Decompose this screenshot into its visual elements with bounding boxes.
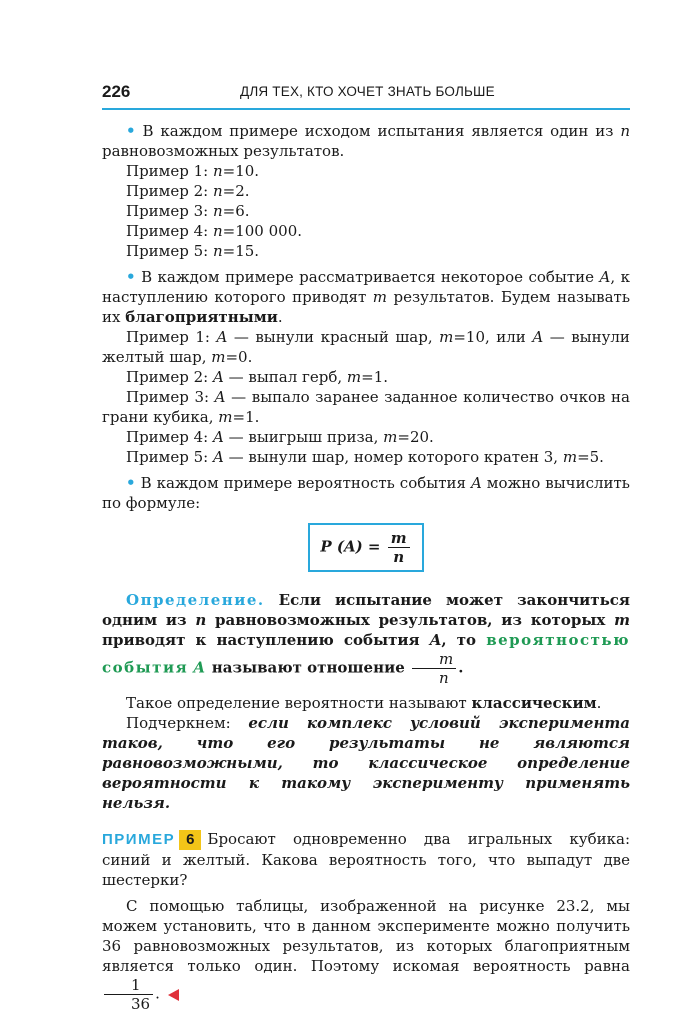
example-line: Пример 1: A — вынули красный шар, m=10, или A — вынули желтый шар, m=0. — [102, 328, 630, 366]
fraction: $\frac{m}{n}$ — [388, 529, 410, 566]
end-of-solution-icon — [168, 989, 179, 1001]
definition-paragraph: Определение. Если испытание может закончиться одним из n равновозможных результатов, из которых m приводят к наступлению события A, то вероятностью события A называют отношение $\frac{m}{n}$ . — [102, 591, 630, 687]
example-line: Пример 1: n=10. — [126, 162, 260, 180]
term-classical: классическим — [471, 694, 597, 712]
bullet-icon: • — [126, 268, 136, 286]
paragraph-classical: Такое определение вероятности называют классическим. — [126, 694, 602, 712]
term-favorable: благоприятными — [125, 308, 278, 326]
fraction: $\frac{m}{n}$ — [412, 650, 456, 687]
bullet-icon: • — [126, 122, 136, 140]
paragraph-formula-intro: • В каждом примере вероятность события A можно вычислить по формуле: — [102, 474, 630, 512]
example-6-problem: ПРИМЕР 6 Бросают одновременно два игральных кубика: синий и желтый. Какова вероятность того, что выпадут две шестерки? — [102, 830, 630, 889]
example-line: Пример 3: A — выпало заранее заданное количество очков на грани кубика, m=1. — [102, 388, 630, 426]
paragraph-outcomes: • В каждом примере исходом испытания является один из n равновозможных результатов. — [102, 122, 630, 160]
example-line: Пример 5: A — вынули шар, номер которого кратен 3, m=5. — [126, 448, 604, 466]
examples-list-n — [102, 161, 630, 261]
term-probability: вероятностью события — [102, 631, 630, 677]
example-6-solution: С помощью таблицы, изображенной на рисунке 23.2, мы можем установить, что в данном эксперименте можно получить 36 равновозможных результатов, из которых благоприятным является только один. Поэтому искомая вероятность равна $\frac{1}{36}$ . — [102, 897, 630, 1013]
example-number-badge: 6 — [179, 830, 201, 850]
page-content — [102, 121, 630, 1013]
example-line: Пример 2: n=2. — [126, 182, 250, 200]
bullet-icon: • — [126, 474, 136, 492]
example-line: Пример 4: A — выигрыш приза, m=20. — [126, 428, 434, 446]
example-line: Пример 5: n=15. — [126, 242, 260, 260]
page-number: 226 — [102, 82, 131, 101]
example-line: Пример 4: n=100 000. — [126, 222, 303, 240]
example-line: Пример 2: A — выпал герб, m=1. — [126, 368, 389, 386]
example-line: Пример 3: n=6. — [126, 202, 250, 220]
paragraph-emphasis: Подчеркнем: если комплекс условий эксперимента таков, что его результаты не являются равновозможными, то классическое определение вероятности к такому эксперименту применять нельзя. — [102, 714, 630, 812]
examples-list-events — [102, 327, 630, 467]
formula-block — [102, 523, 630, 572]
running-head: ДЛЯ ТЕХ, КТО ХОЧЕТ ЗНАТЬ БОЛЬШЕ — [240, 84, 495, 99]
page-header — [102, 80, 630, 110]
example-label: ПРИМЕР — [102, 831, 176, 848]
emphasis-italic: если комплекс условий эксперимента таков, что его результаты не являются равновозможными, то классическое определение вероятности к такому эксперименту применять нельзя. — [102, 714, 630, 812]
probability-formula: P (A) = $\frac{m}{n}$ — [308, 523, 423, 572]
definition-label: Определение. — [126, 591, 265, 609]
fraction: $\frac{1}{36}$ — [104, 976, 153, 1013]
paragraph-favorable: • В каждом примере рассматривается некоторое событие A, к наступлению которого приводят m результатов. Будем называть их благоприятными. — [102, 268, 630, 326]
